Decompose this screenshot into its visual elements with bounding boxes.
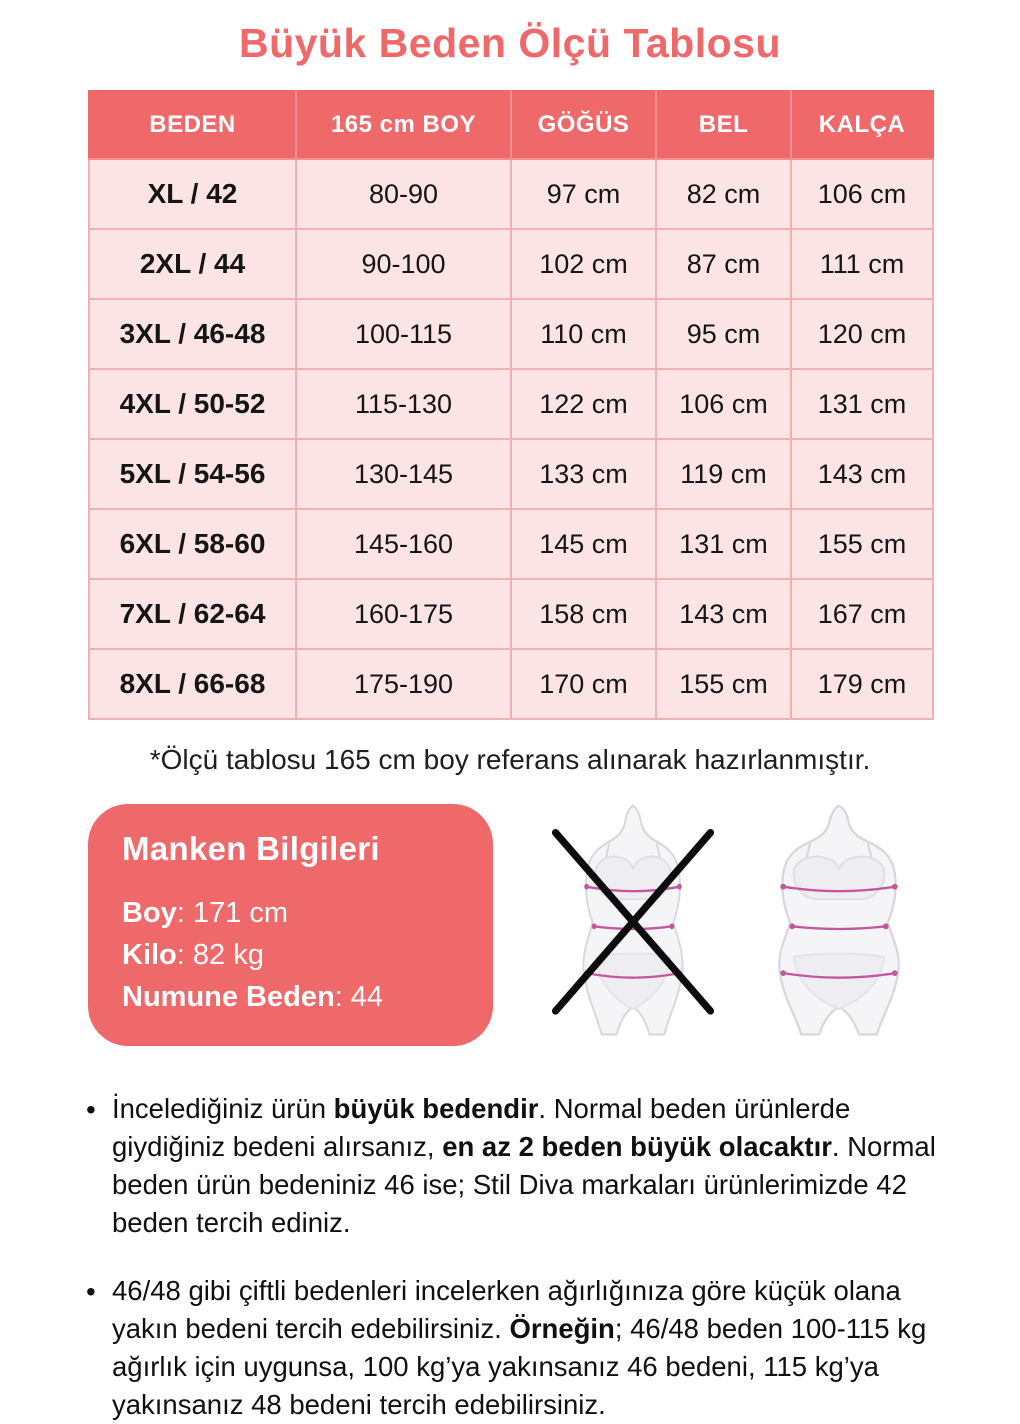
model-info-box bbox=[88, 804, 493, 1046]
measure-cell: 155 cm bbox=[791, 509, 933, 579]
notes-list bbox=[86, 1090, 942, 1424]
model-info-field: Kilo: 82 kg bbox=[122, 939, 264, 972]
measure-cell: 143 cm bbox=[791, 439, 933, 509]
measure-cell: 158 cm bbox=[511, 579, 656, 649]
table-header-cell: 165 cm BOY bbox=[296, 91, 511, 159]
size-table-body bbox=[89, 159, 933, 719]
page-title: Büyük Beden Ölçü Tablosu bbox=[238, 20, 782, 66]
measure-cell: 131 cm bbox=[791, 369, 933, 439]
table-header-cell: BEL bbox=[656, 91, 791, 159]
size-cell: XL / 42 bbox=[89, 159, 296, 229]
measure-cell: 122 cm bbox=[511, 369, 656, 439]
measure-cell: 90-100 bbox=[296, 229, 511, 299]
table-header-row bbox=[89, 91, 933, 159]
measure-cell: 179 cm bbox=[791, 649, 933, 719]
measure-cell: 133 cm bbox=[511, 439, 656, 509]
measure-cell: 80-90 bbox=[296, 159, 511, 229]
table-row bbox=[89, 439, 933, 509]
measure-cell: 95 cm bbox=[656, 299, 791, 369]
measure-cell: 145-160 bbox=[296, 509, 511, 579]
size-cell: 2XL / 44 bbox=[89, 229, 296, 299]
note-item: • 46/48 gibi çiftli bedenleri incelerken ağırlığınıza göre küçük olana yakın bedeni tercih edebilirsiniz. Örneğin; 46/48 beden 100-115 kg ağırlık için uygunsa, 100 kg’ya yakınsanız 46 bedeni, 115 kg’ya yakınsanız 48 bedeni tercih edebilirsiniz. bbox=[86, 1272, 942, 1424]
table-header-cell: BEDEN bbox=[89, 91, 296, 159]
plus-size-figure-illustration bbox=[746, 802, 932, 1038]
table-header-cell: KALÇA bbox=[791, 91, 933, 159]
table-header-cell: GÖĞÜS bbox=[511, 91, 656, 159]
measure-cell: 170 cm bbox=[511, 649, 656, 719]
measure-cell: 111 cm bbox=[791, 229, 933, 299]
table-row bbox=[89, 579, 933, 649]
measure-cell: 175-190 bbox=[296, 649, 511, 719]
measure-cell: 115-130 bbox=[296, 369, 511, 439]
measure-cell: 87 cm bbox=[656, 229, 791, 299]
table-row bbox=[89, 369, 933, 439]
size-chart-page bbox=[0, 20, 1020, 1420]
measure-cell: 120 cm bbox=[791, 299, 933, 369]
model-info-field: Numune Beden: 44 bbox=[122, 981, 384, 1014]
measure-cell: 110 cm bbox=[511, 299, 656, 369]
table-row bbox=[89, 229, 933, 299]
size-cell: 7XL / 62-64 bbox=[89, 579, 296, 649]
measure-cell: 160-175 bbox=[296, 579, 511, 649]
measure-cell: 145 cm bbox=[511, 509, 656, 579]
figure-illustrations bbox=[540, 802, 932, 1038]
measure-cell: 119 cm bbox=[656, 439, 791, 509]
model-info-field: Boy: 171 cm bbox=[122, 897, 289, 929]
measure-cell: 82 cm bbox=[656, 159, 791, 229]
measure-cell: 106 cm bbox=[656, 369, 791, 439]
crossed-out-slim-figure-illustration bbox=[540, 802, 726, 1038]
table-footnote: *Ölçü tablosu 165 cm boy referans alınarak hazırlanmıştır. bbox=[149, 744, 871, 775]
table-row bbox=[89, 159, 933, 229]
measure-cell: 155 cm bbox=[656, 649, 791, 719]
measure-cell: 100-115 bbox=[296, 299, 511, 369]
table-row bbox=[89, 649, 933, 719]
size-cell: 6XL / 58-60 bbox=[89, 509, 296, 579]
size-cell: 8XL / 66-68 bbox=[89, 649, 296, 719]
size-cell: 4XL / 50-52 bbox=[89, 369, 296, 439]
table-row bbox=[89, 509, 933, 579]
model-info-section bbox=[88, 804, 932, 1046]
size-table bbox=[88, 90, 934, 720]
measure-cell: 106 cm bbox=[791, 159, 933, 229]
measure-cell: 130-145 bbox=[296, 439, 511, 509]
size-cell: 5XL / 54-56 bbox=[89, 439, 296, 509]
measure-cell: 131 cm bbox=[656, 509, 791, 579]
measure-cell: 167 cm bbox=[791, 579, 933, 649]
measure-cell: 97 cm bbox=[511, 159, 656, 229]
size-cell: 3XL / 46-48 bbox=[89, 299, 296, 369]
note-item: • İncelediğiniz ürün büyük bedendir. Normal beden ürünlerde giydiğiniz bedeni alırsanız, en az 2 beden büyük olacaktır. Normal beden ürün bedeniniz 46 ise; Stil Diva markaları ürünlerimizde 42 beden tercih ediniz. bbox=[86, 1090, 942, 1242]
measure-cell: 102 cm bbox=[511, 229, 656, 299]
measure-cell: 143 cm bbox=[656, 579, 791, 649]
model-info-fields bbox=[122, 892, 459, 1018]
model-info-title: Manken Bilgileri bbox=[122, 830, 380, 867]
table-row bbox=[89, 299, 933, 369]
